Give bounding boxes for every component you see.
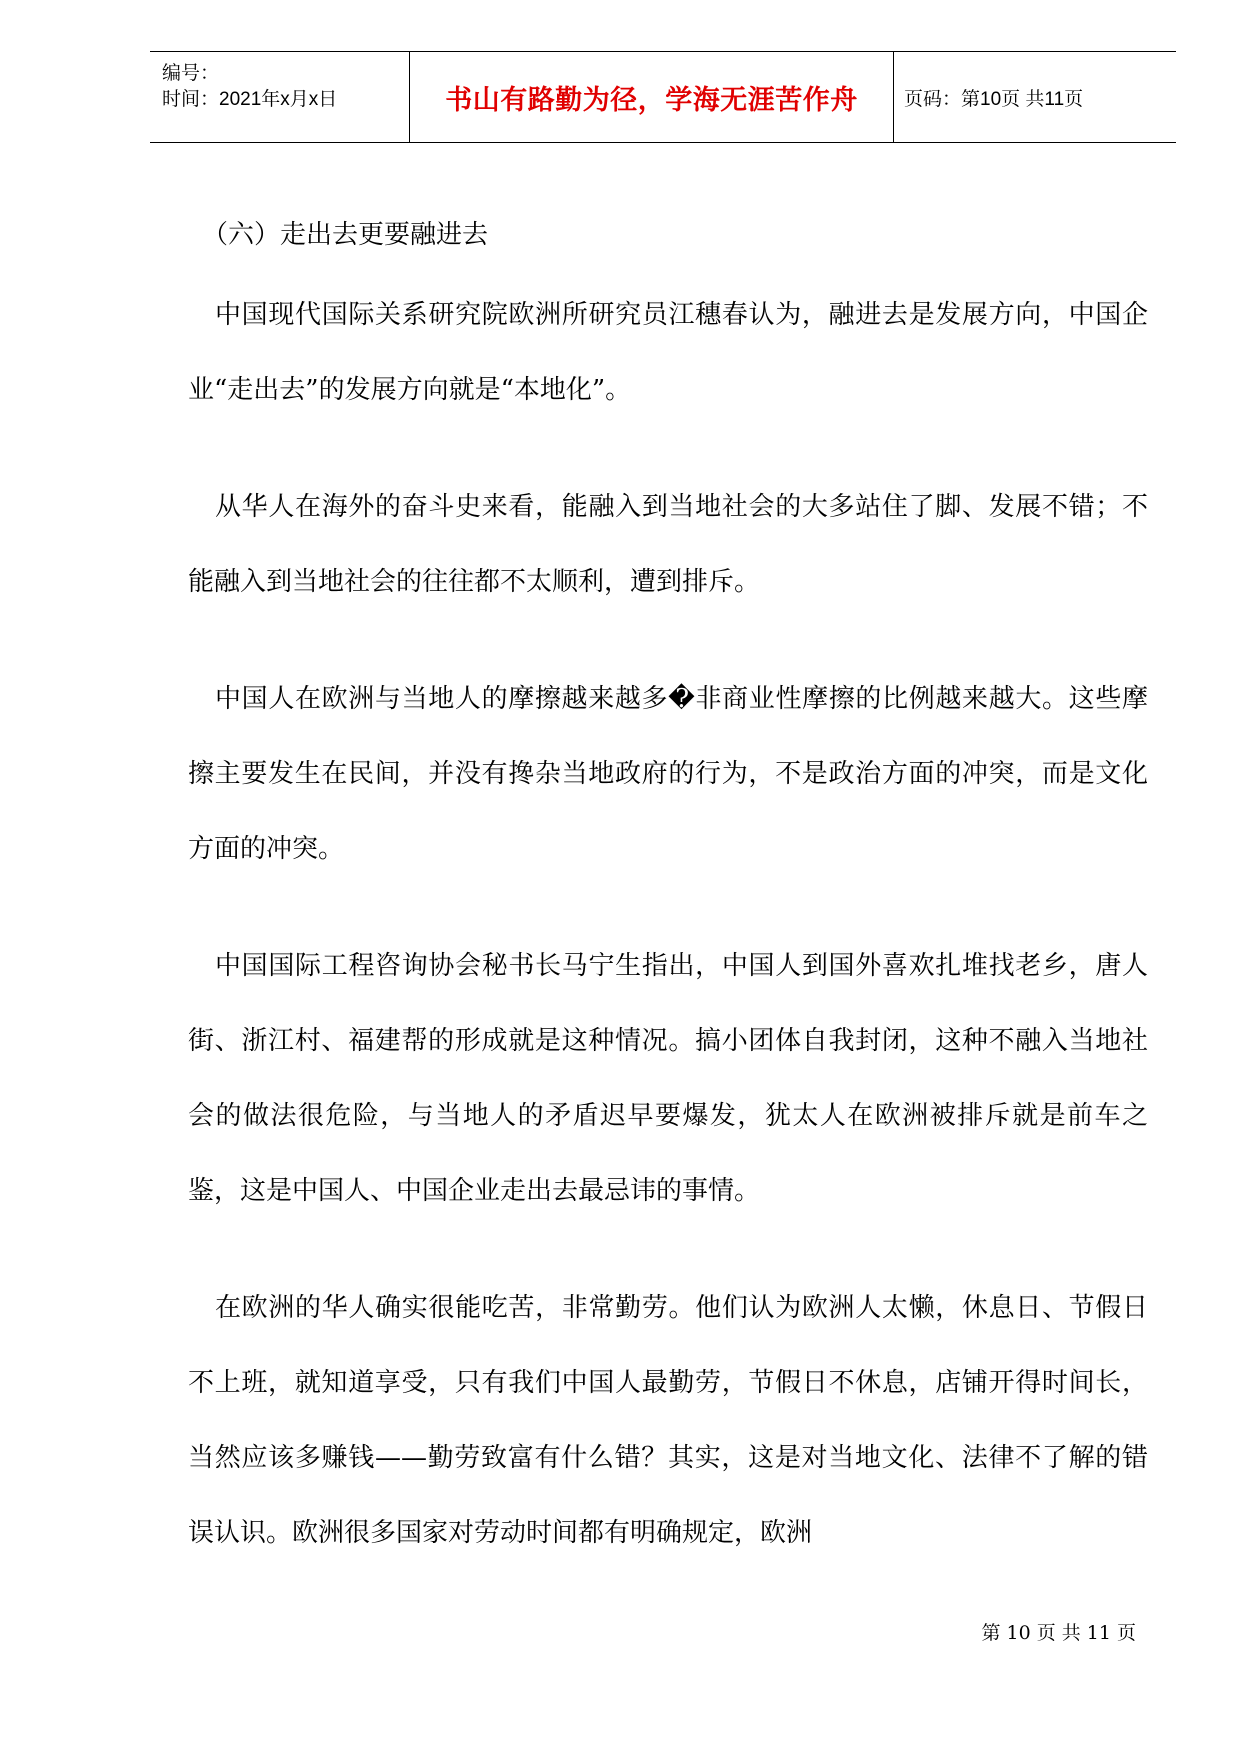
header-page-number: 页码：第10页 共11页 [904,88,1084,110]
serial-number-label: 编号： [162,63,220,84]
header-page-cell [894,52,1176,142]
time-label: 时间：2021年x月x日 [162,89,338,110]
document-body [188,216,1148,1571]
header-meta-cell [150,52,410,142]
paragraph-3: 中国人在欧洲与当地人的摩擦越来越多�非商业性摩擦的比例越来越大。这些摩擦主要发生在民间，并没有搀杂当地政府的行为，不是政治方面的冲突，而是文化方面的冲突。 [188,684,1148,864]
paragraph-4: 中国国际工程咨询协会秘书长马宁生指出，中国人到国外喜欢扎堆找老乡，唐人街、浙江村、福建帮的形成就是这种情况。搞小团体自我封闭，这种不融入当地社会的做法很危险，与当地人的矛盾迟早要爆发，犹太人在欧洲被排斥就是前车之鉴，这是中国人、中国企业走出去最忌讳的事情。 [188,951,1148,1206]
header-motto-cell [410,52,894,142]
section-heading: （六）走出去更要融进去 [202,220,489,250]
page-footer: 第 10 页 共 11 页 [981,1622,1136,1644]
paragraph-2: 从华人在海外的奋斗史来看，能融入到当地社会的大多站住了脚、发展不错；不能融入到当地社会的往往都不太顺利，遭到排斥。 [188,492,1148,597]
paragraph-1: 中国现代国际关系研究院欧洲所研究员江穗春认为，融进去是发展方向，中国企业“走出去”的发展方向就是“本地化”。 [188,300,1148,405]
paragraph-5: 在欧洲的华人确实很能吃苦，非常勤劳。他们认为欧洲人太懒，休息日、节假日不上班，就知道享受，只有我们中国人最勤劳，节假日不休息，店铺开得时间长，当然应该多赚钱——勤劳致富有什么错？其实，这是对当地文化、法律不了解的错误认识。欧洲很多国家对劳动时间都有明确规定，欧洲 [188,1293,1148,1548]
page-header [150,51,1176,143]
header-motto: 书山有路勤为径，学海无涯苦作舟 [445,84,858,116]
